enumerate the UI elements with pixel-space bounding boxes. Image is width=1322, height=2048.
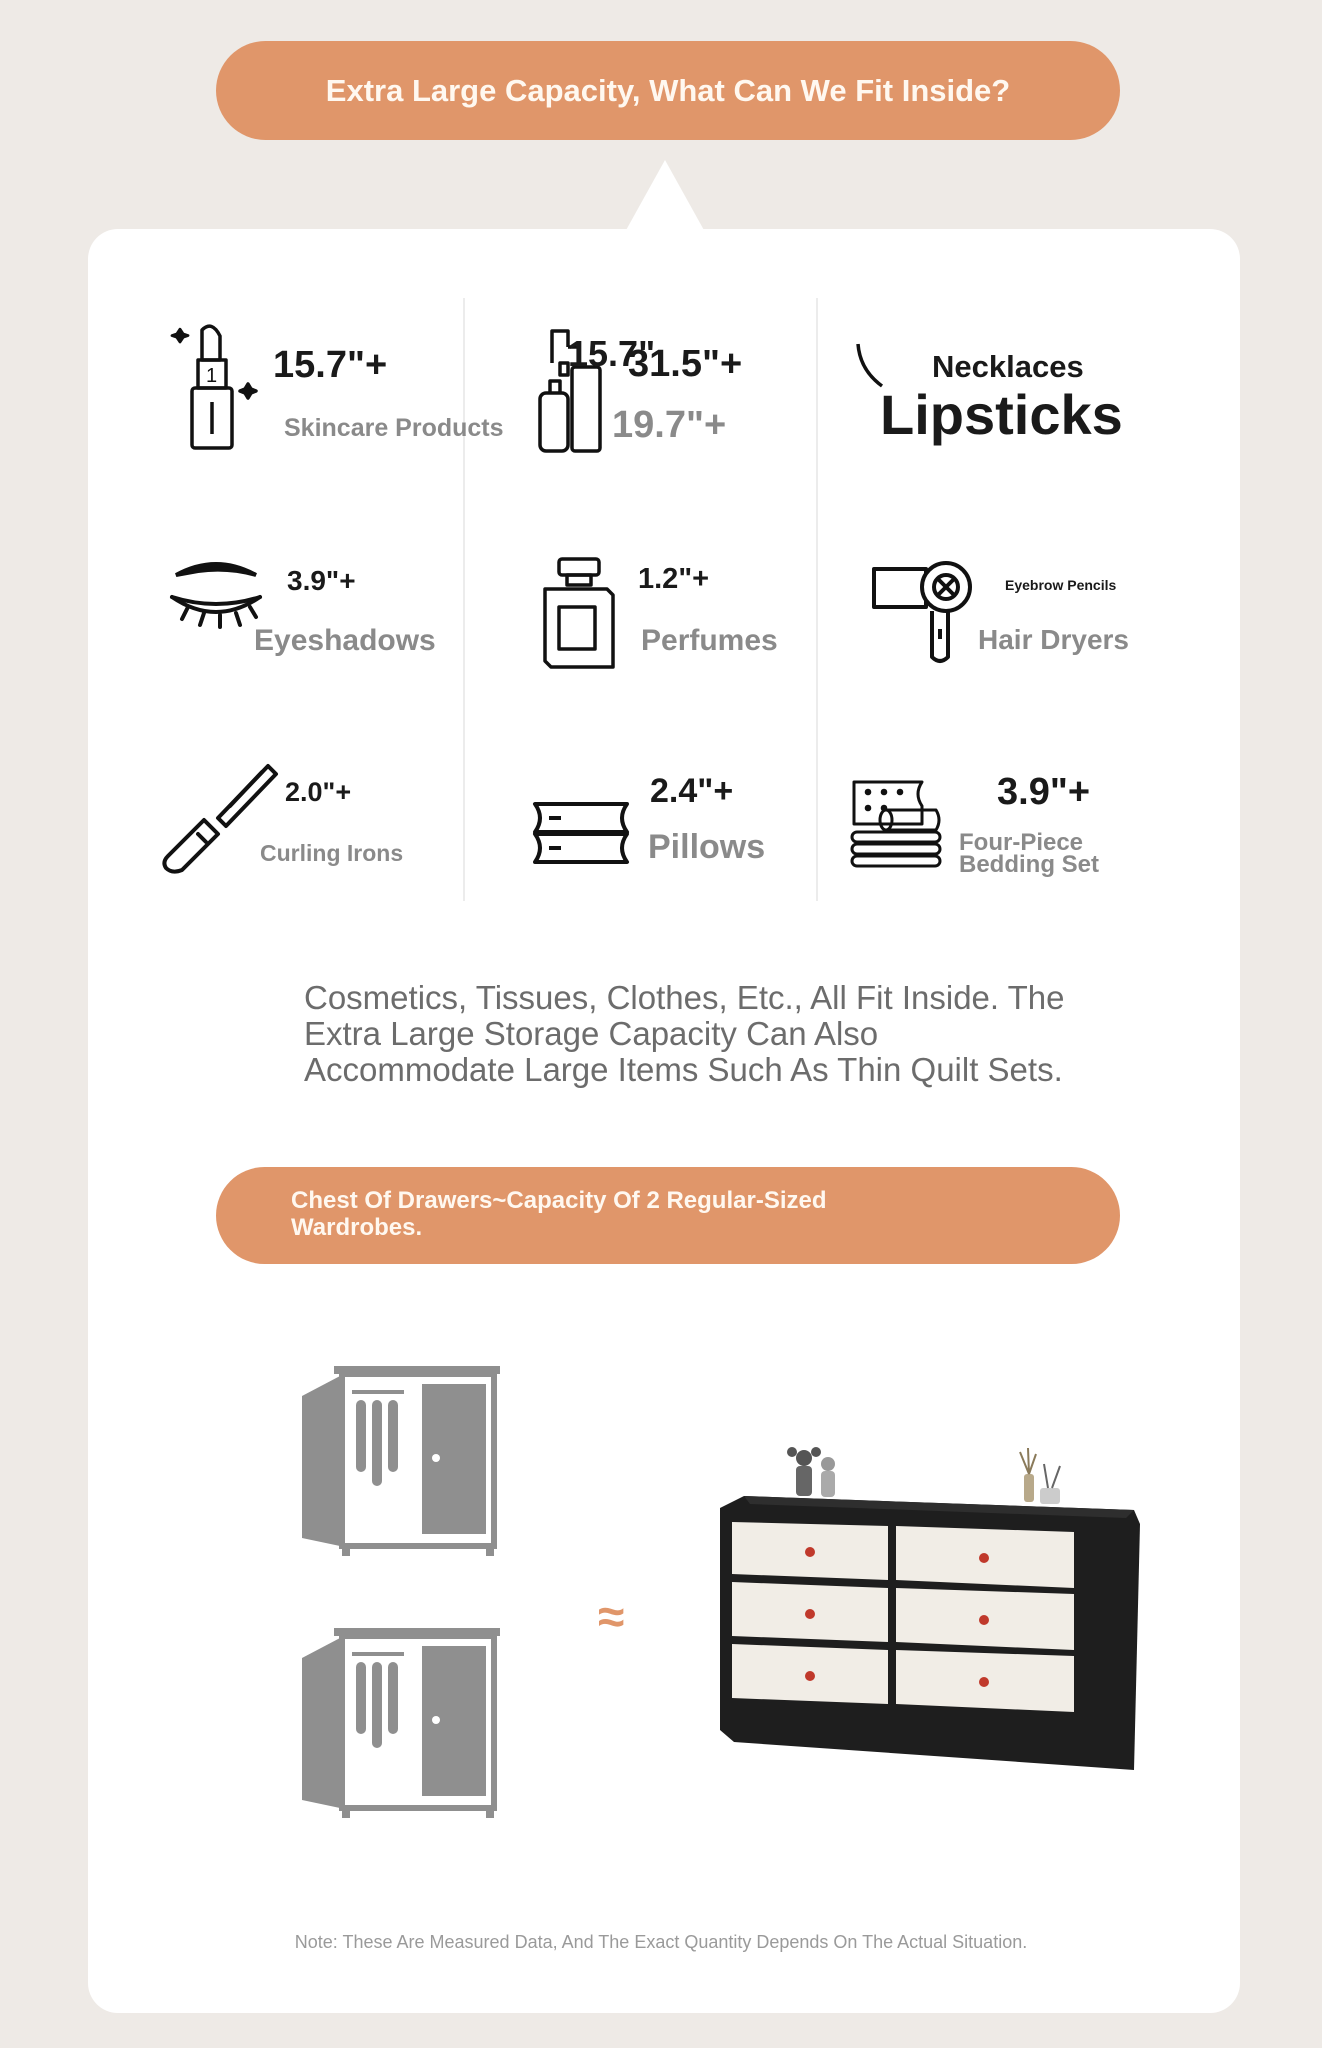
skincare-size: 31.5"+ [628,343,743,385]
wardrobe-icon [298,1628,504,1818]
skincare-size-overlap: 15.7" [568,333,656,374]
description-line-2: Extra Large Storage Capacity Can Also [304,1015,879,1052]
chest-of-drawers-image [714,1440,1146,1780]
hair-dryer-icon [870,557,975,665]
column-divider [816,298,818,901]
bedding-set-icon [850,780,942,870]
banner-pointer [625,160,705,232]
pillow-label: Pillows [648,828,766,866]
perfume-label: Perfumes [641,624,778,657]
banner-title: Extra Large Capacity, What Can We Fit Inside? [325,72,1011,108]
curling-size: 2.0"+ [285,777,352,807]
lipstick-size: 15.7"+ [273,344,388,386]
lipstick-icon [170,322,265,452]
comparison-line-1: Chest Of Drawers~Capacity Of 2 Regular-Sized [291,1187,827,1214]
svg-text:1: 1 [206,365,218,387]
eyeshadow-label: Eyeshadows [254,624,436,657]
capacity-description [304,980,1104,1088]
description-line-1: Cosmetics, Tissues, Clothes, Etc., All Fit Inside. The [304,979,1065,1016]
comparison-line-2: Wardrobes. [291,1214,423,1241]
pillow-icon [525,800,637,866]
bedding-size: 3.9"+ [997,771,1091,813]
eyeshadow-size: 3.9"+ [287,565,356,596]
necklace-label: Necklaces [932,349,1084,384]
eye-icon [168,557,263,629]
bedding-label [959,829,1100,878]
skincare-size-2: 19.7"+ [612,404,727,446]
column-divider [463,298,465,901]
approx-symbol: ≈ [598,1591,625,1644]
perfume-icon [541,555,617,670]
curling-label: Curling Irons [260,840,404,866]
bedding-label-line2: Bedding Set [959,851,1100,878]
description-line-3: Accommodate Large Items Such As Thin Quilt Sets. [304,1051,1063,1088]
comparison-banner-text [291,1187,891,1241]
lipstick-label: Skincare Products [284,414,504,442]
hairdryer-label: Hair Dryers [978,624,1129,655]
perfume-size: 1.2"+ [638,563,709,595]
bedding-label-line1: Four-Piece [959,829,1084,856]
footnote: Note: These Are Measured Data, And The Exact Quantity Depends On The Actual Situation. [294,1932,1028,1952]
hairdryer-label-small: Eyebrow Pencils [1005,577,1117,593]
figurines [787,1447,1060,1504]
necklace-label-big: Lipsticks [880,383,1123,446]
wardrobe-icon [298,1366,504,1556]
pillow-size: 2.4"+ [650,772,734,810]
comparison-banner [216,1167,1120,1264]
capacity-banner [216,41,1120,140]
